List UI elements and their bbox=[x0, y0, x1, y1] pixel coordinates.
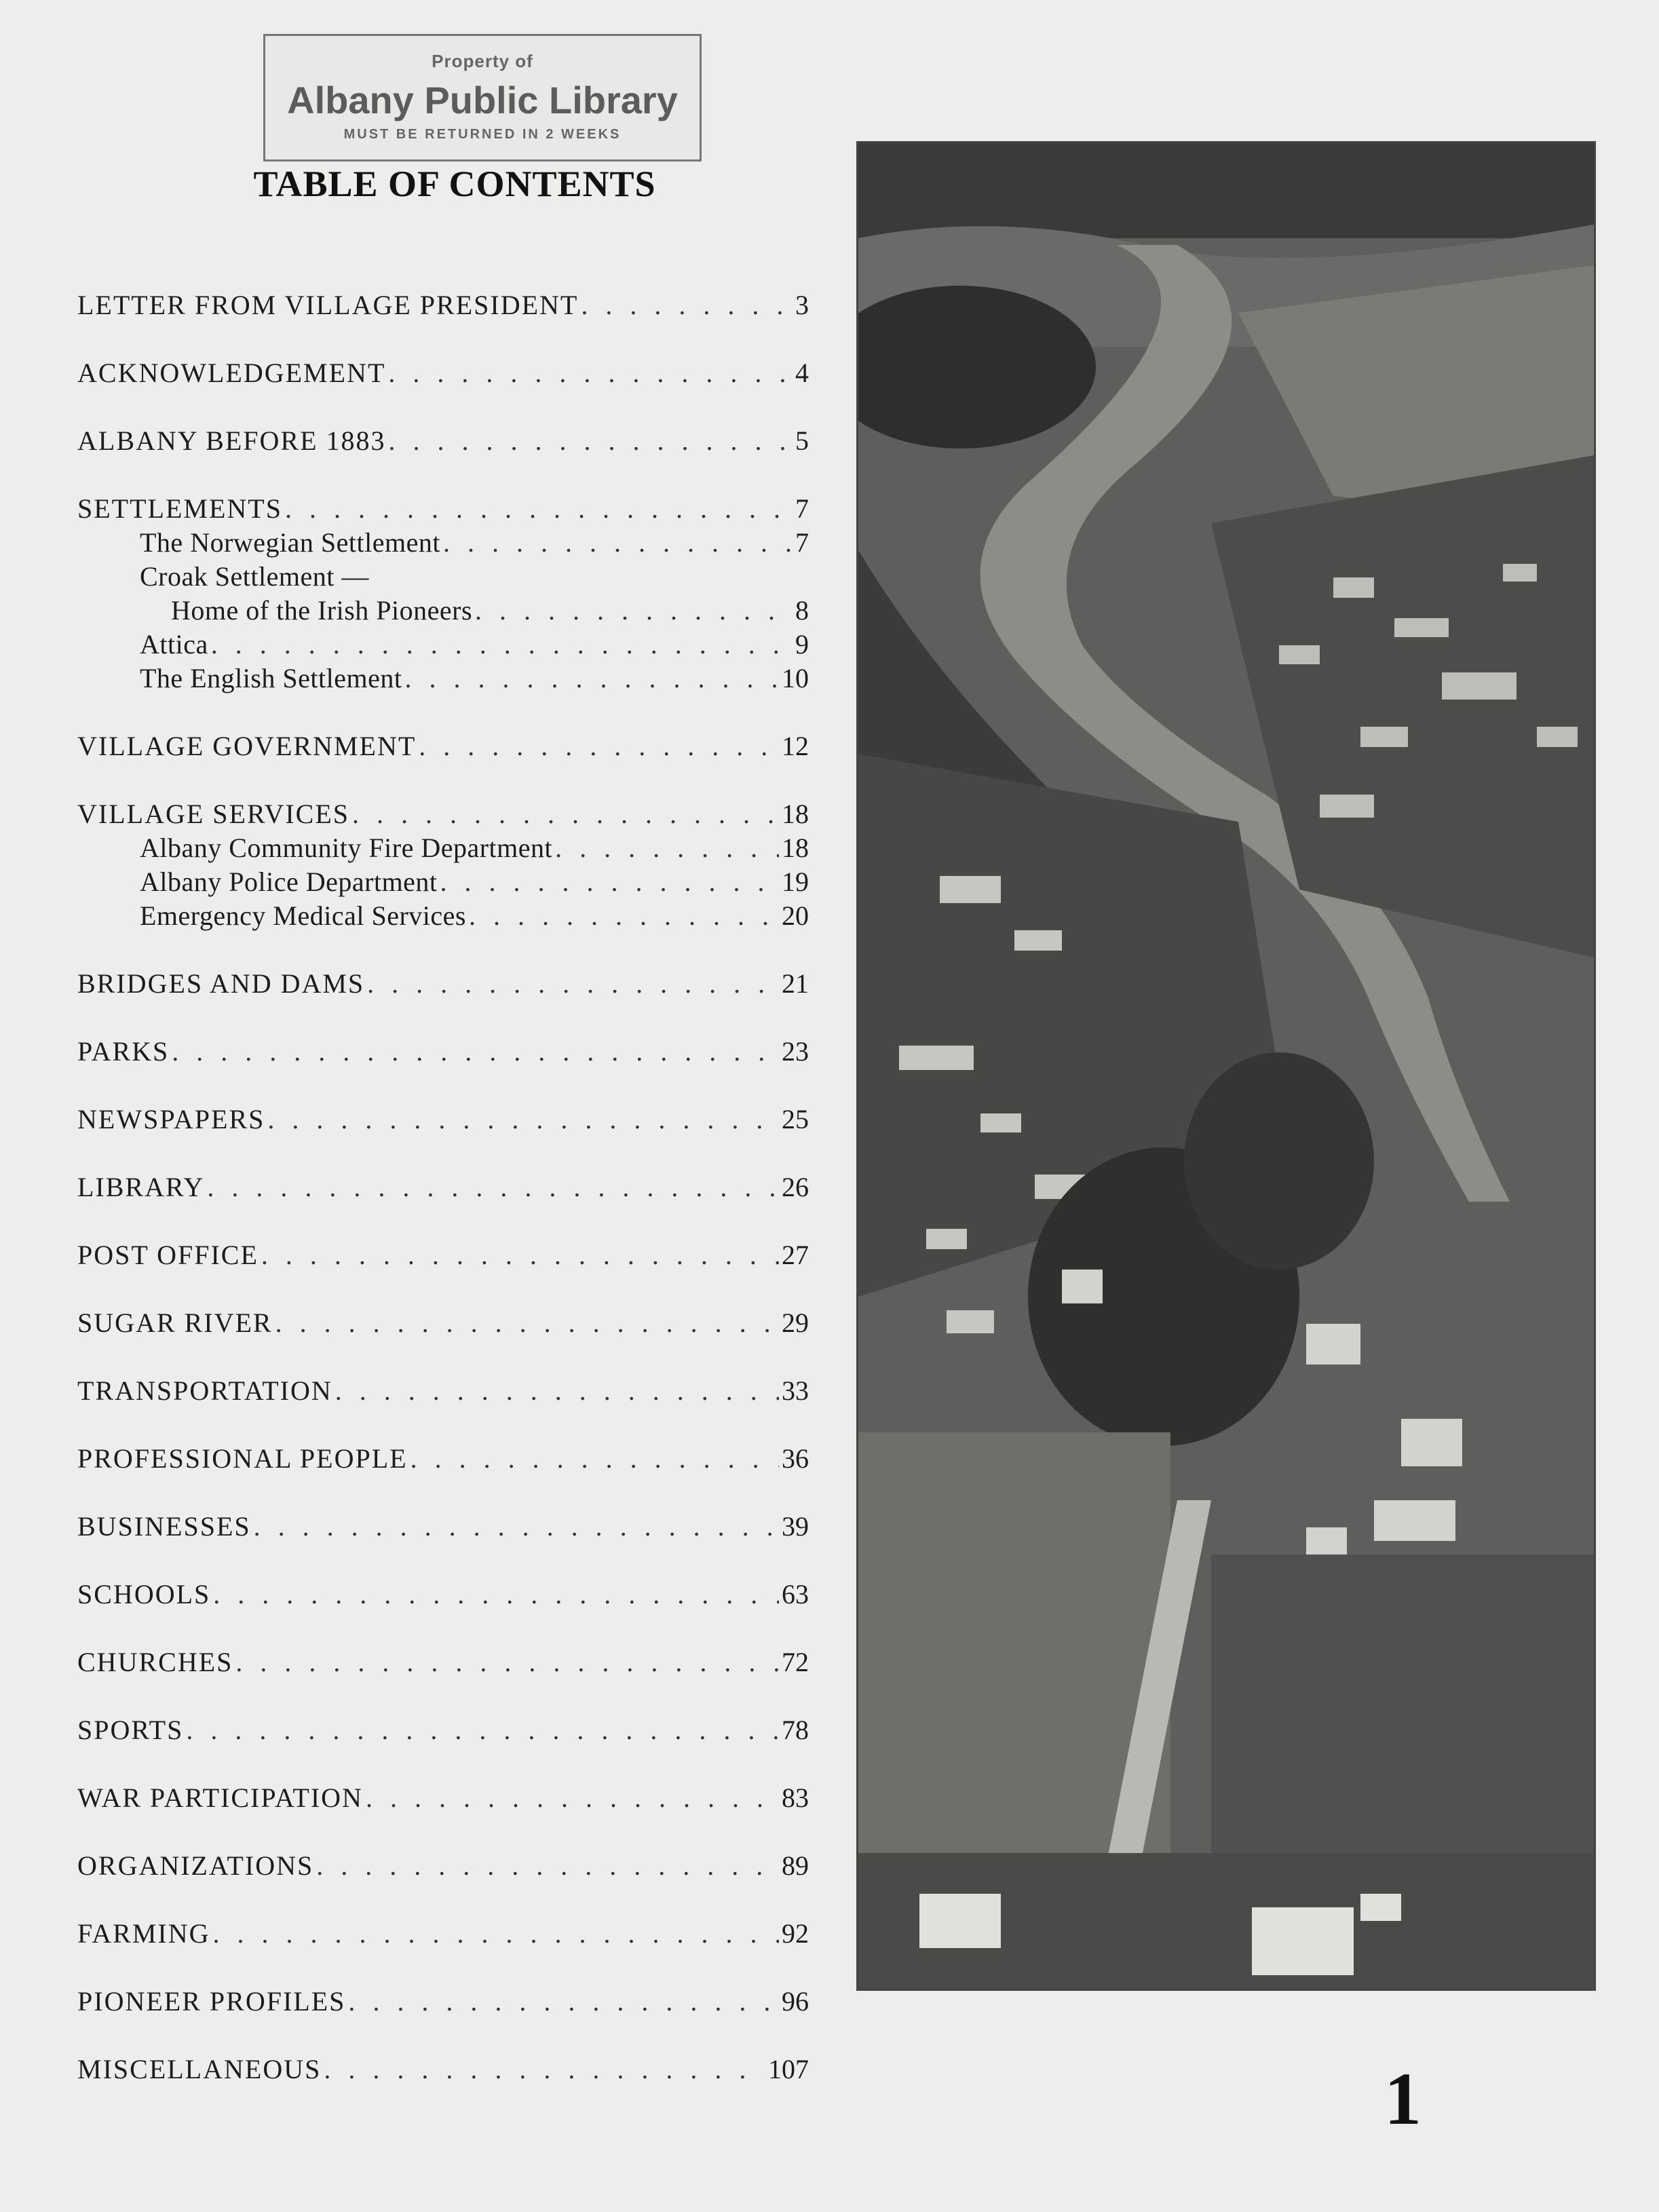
toc-entry-page: 26 bbox=[782, 1172, 809, 1202]
toc-entry bbox=[77, 2053, 809, 2086]
aerial-photo-image bbox=[858, 143, 1594, 1989]
leader-dots bbox=[213, 1917, 779, 1951]
toc-entry-page: 7 bbox=[795, 493, 809, 524]
toc-entry bbox=[77, 288, 809, 322]
leader-dots bbox=[335, 1374, 779, 1408]
leader-dots bbox=[366, 1781, 779, 1815]
toc-entry-label: NEWSPAPERS bbox=[77, 1104, 265, 1134]
toc-entry-page: 63 bbox=[782, 1579, 809, 1609]
toc-subentry bbox=[140, 526, 809, 560]
toc-entry-label: SETTLEMENTS bbox=[77, 493, 282, 524]
toc-entry-page: 12 bbox=[782, 731, 809, 761]
toc-entry-page: 10 bbox=[782, 663, 809, 693]
toc-entry-label: PARKS bbox=[77, 1036, 170, 1067]
toc-entry-page: 7 bbox=[795, 527, 809, 558]
toc-entry bbox=[77, 1510, 809, 1544]
leader-dots bbox=[352, 797, 779, 831]
toc-entry-page: 39 bbox=[782, 1511, 809, 1542]
leader-dots bbox=[475, 594, 793, 628]
leader-dots bbox=[389, 424, 793, 458]
toc-entry-label: Attica bbox=[140, 629, 208, 660]
toc-entry-page: 96 bbox=[782, 1986, 809, 2017]
toc-subentry bbox=[140, 899, 809, 933]
toc-entry bbox=[77, 1035, 809, 1069]
leader-dots bbox=[440, 865, 779, 899]
leader-dots bbox=[388, 356, 793, 390]
toc-subentry bbox=[171, 594, 809, 628]
toc-entry bbox=[77, 1578, 809, 1612]
page-title: TABLE OF CONTENTS bbox=[253, 164, 656, 204]
toc-entry-page: 18 bbox=[782, 799, 809, 829]
leader-dots bbox=[254, 1510, 779, 1544]
leader-dots bbox=[172, 1035, 779, 1069]
toc-entry bbox=[77, 1238, 809, 1272]
toc-entry bbox=[77, 424, 809, 458]
toc-entry-page: 19 bbox=[782, 866, 809, 897]
toc-entry-page: 8 bbox=[795, 595, 809, 626]
toc-subentry bbox=[140, 560, 809, 594]
leader-dots bbox=[411, 1442, 779, 1476]
toc-entry bbox=[77, 1306, 809, 1340]
leader-dots bbox=[235, 1645, 779, 1679]
toc-entry-page: 20 bbox=[782, 900, 809, 931]
toc-entry-label: Albany Community Fire Department bbox=[140, 833, 553, 863]
toc-entry bbox=[77, 1645, 809, 1679]
toc-entry bbox=[77, 797, 809, 831]
toc-entry-label: PIONEER PROFILES bbox=[77, 1986, 346, 2017]
toc-entry-page: 89 bbox=[782, 1850, 809, 1881]
toc-entry bbox=[77, 356, 809, 390]
toc-entry bbox=[77, 1985, 809, 2019]
toc-entry-label: WAR PARTICIPATION bbox=[77, 1782, 363, 1813]
toc-entry-page: 83 bbox=[782, 1782, 809, 1813]
toc-entry-label: The English Settlement bbox=[140, 663, 402, 693]
toc-entry-page: 27 bbox=[782, 1240, 809, 1270]
leader-dots bbox=[275, 1306, 779, 1340]
toc-entry-label: VILLAGE SERVICES bbox=[77, 799, 350, 829]
toc-entry-page: 92 bbox=[782, 1918, 809, 1949]
toc-entry bbox=[77, 729, 809, 763]
toc-entry bbox=[77, 492, 809, 526]
leader-dots bbox=[211, 628, 793, 662]
toc-entry-label: SCHOOLS bbox=[77, 1579, 211, 1609]
toc-entry-page: 33 bbox=[782, 1375, 809, 1406]
toc-entry-label: Home of the Irish Pioneers bbox=[171, 595, 473, 626]
toc-entry-page: 5 bbox=[795, 425, 809, 456]
toc-entry-page: 107 bbox=[768, 2054, 809, 2084]
stamp-library-name: Albany Public Library bbox=[287, 79, 678, 121]
leader-dots bbox=[261, 1238, 779, 1272]
toc-entry-label: SPORTS bbox=[77, 1715, 184, 1745]
toc-entry-page: 23 bbox=[782, 1036, 809, 1067]
toc-entry-label: LETTER FROM VILLAGE PRESIDENT bbox=[77, 290, 579, 320]
toc-entry-page: 29 bbox=[782, 1308, 809, 1338]
toc-entry bbox=[77, 1713, 809, 1747]
toc-entry-page: 4 bbox=[795, 358, 809, 388]
toc-entry-label: BUSINESSES bbox=[77, 1511, 251, 1542]
toc-entry-label: SUGAR RIVER bbox=[77, 1308, 273, 1338]
toc-entry bbox=[77, 1917, 809, 1951]
toc-entry bbox=[77, 1374, 809, 1408]
toc-entry-label: VILLAGE GOVERNMENT bbox=[77, 731, 417, 761]
leader-dots bbox=[186, 1713, 779, 1747]
leader-dots bbox=[405, 662, 780, 695]
toc-entry-page: 78 bbox=[782, 1715, 809, 1745]
toc-subentry bbox=[140, 865, 809, 899]
toc-entry-label: ORGANIZATIONS bbox=[77, 1850, 314, 1881]
toc-entry bbox=[77, 1442, 809, 1476]
leader-dots bbox=[267, 1103, 779, 1137]
toc-entry-page: 25 bbox=[782, 1104, 809, 1134]
toc-entry-page: 3 bbox=[795, 290, 809, 320]
toc-entry-label: Emergency Medical Services bbox=[140, 900, 466, 931]
leader-dots bbox=[443, 526, 793, 560]
toc-entry-label: POST OFFICE bbox=[77, 1240, 259, 1270]
stamp-property-text: Property of bbox=[432, 51, 533, 71]
toc-entry-page: 72 bbox=[782, 1647, 809, 1677]
leader-dots bbox=[555, 831, 779, 865]
toc-entry-label: PROFESSIONAL PEOPLE bbox=[77, 1443, 408, 1474]
leader-dots bbox=[348, 1985, 779, 2019]
toc-subentry bbox=[140, 831, 809, 865]
toc-entry-label: LIBRARY bbox=[77, 1172, 205, 1202]
leader-dots bbox=[285, 492, 793, 526]
toc-entry-page: 9 bbox=[795, 629, 809, 660]
toc-entry bbox=[77, 967, 809, 1001]
toc-entry-label: Croak Settlement — bbox=[140, 561, 369, 592]
toc-entry bbox=[77, 1170, 809, 1204]
toc-entry-label: ACKNOWLEDGEMENT bbox=[77, 358, 386, 388]
toc-entry-label: BRIDGES AND DAMS bbox=[77, 968, 365, 999]
toc-subentry bbox=[140, 662, 809, 695]
aerial-photo bbox=[856, 141, 1596, 1991]
toc-entry-label: Albany Police Department bbox=[140, 866, 438, 897]
leader-dots bbox=[367, 967, 779, 1001]
leader-dots bbox=[207, 1170, 779, 1204]
leader-dots bbox=[469, 899, 779, 933]
leader-dots bbox=[581, 288, 793, 322]
toc-entry bbox=[77, 1103, 809, 1137]
leader-dots bbox=[419, 729, 779, 763]
toc-entry-label: The Norwegian Settlement bbox=[140, 527, 440, 558]
toc-entry-label: ALBANY BEFORE 1883 bbox=[77, 425, 386, 456]
toc-entry-label: FARMING bbox=[77, 1918, 210, 1949]
toc-entry-page: 36 bbox=[782, 1443, 809, 1474]
toc-entry bbox=[77, 1781, 809, 1815]
toc-entry bbox=[77, 1849, 809, 1883]
toc-entry-label: MISCELLANEOUS bbox=[77, 2054, 322, 2084]
leader-dots bbox=[324, 2053, 765, 2086]
page-number: 1 bbox=[1384, 2057, 1422, 2140]
toc-entry-page: 21 bbox=[782, 968, 809, 999]
toc-entry-page: 18 bbox=[782, 833, 809, 863]
leader-dots bbox=[316, 1849, 779, 1883]
toc-subentry bbox=[140, 628, 809, 662]
stamp-return-notice: MUST BE RETURNED IN 2 WEEKS bbox=[343, 127, 622, 142]
toc-entry-label: TRANSPORTATION bbox=[77, 1375, 332, 1406]
toc-entry-label: CHURCHES bbox=[77, 1647, 233, 1677]
leader-dots bbox=[213, 1578, 779, 1612]
